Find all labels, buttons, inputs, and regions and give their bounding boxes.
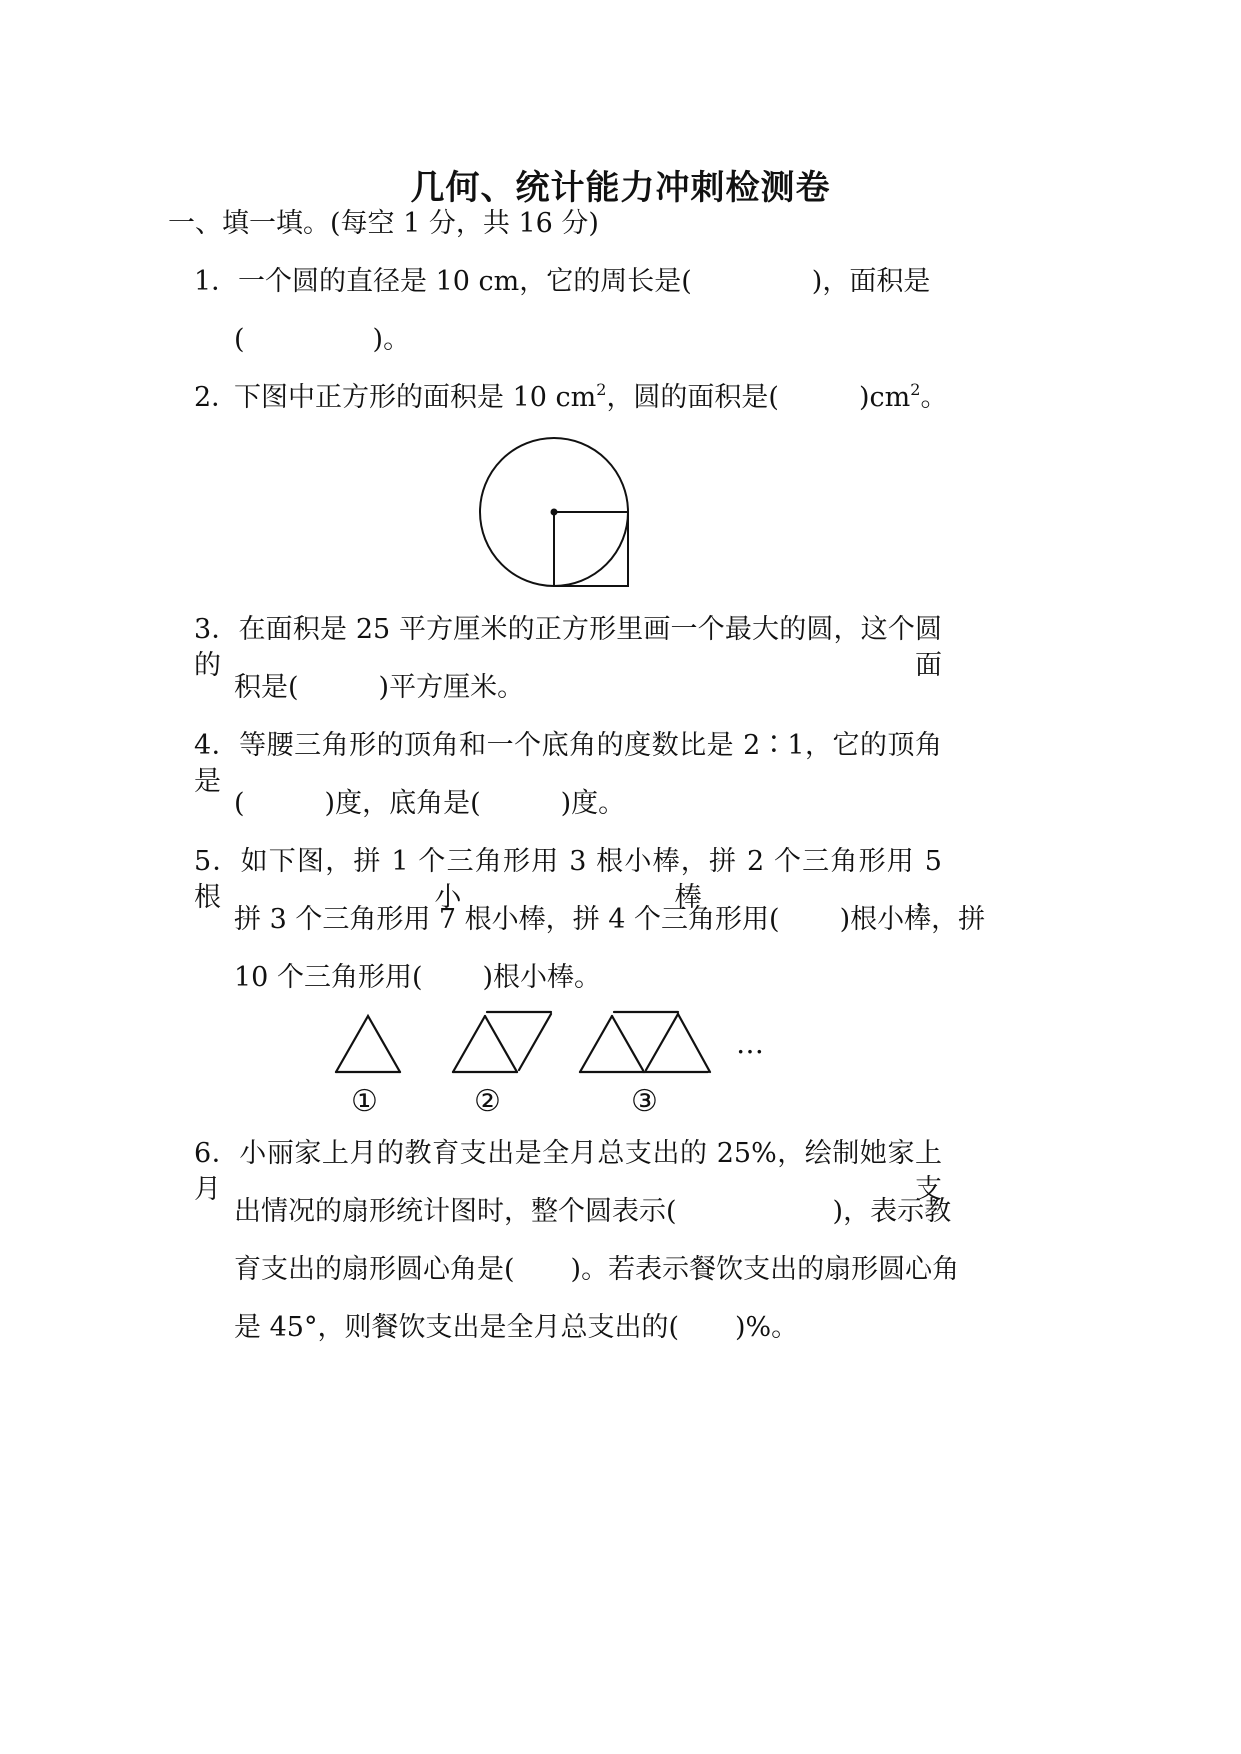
question-5-text-2: 拼 3 个三角形用 7 根小棒，拼 4 个三角形用( (234, 904, 780, 935)
question-1-paren-close: )。 (372, 324, 411, 355)
question-6-text: 小丽家上月的教育支出是全月总支出的 25%，绘制她家上月支 (194, 1138, 942, 1205)
question-2-number: 2． (194, 382, 239, 413)
question-5-text: 如下图，拼 1 个三角形用 3 根小棒，拼 2 个三角形用 5 根小棒， (194, 846, 942, 913)
question-2-unit-sup: 2 (910, 380, 921, 399)
figure-label-3: ③ (631, 1084, 658, 1119)
question-3-line-2 (234, 670, 524, 706)
question-6-text-4: 育支出的扇形圆心角是( (234, 1254, 515, 1285)
question-2-end: 。 (920, 382, 948, 413)
question-6-text-7: )%。 (734, 1312, 799, 1343)
question-6-line-2 (234, 1194, 951, 1230)
question-1-line-1 (194, 264, 946, 300)
question-2-sup: 2 (596, 380, 607, 399)
question-3-text: 在面积是 25 平方厘米的正方形里画一个最大的圆，这个圆的面 (194, 614, 942, 681)
question-1-number: 1． (194, 266, 239, 297)
question-2-line-1 (194, 380, 947, 416)
figure-label-2: ② (474, 1084, 501, 1119)
page-title: 几何、统计能力冲刺检测卷 (410, 168, 831, 208)
question-2-unit: )cm (858, 382, 911, 413)
question-6-text-6: 是 45°，则餐饮支出是全月总支出的( (234, 1312, 679, 1343)
question-6-line-3 (234, 1252, 959, 1288)
question-6-line-4 (234, 1310, 798, 1346)
question-1-line-2 (234, 322, 410, 358)
question-4-text-2: )度，底角是( (324, 788, 481, 819)
pattern-ellipsis: … (736, 1027, 764, 1060)
question-5-text-3: )根小棒，拼 (839, 904, 986, 935)
question-1-paren-open: ( (234, 324, 245, 355)
question-1-text-2: )，面积是 (811, 266, 931, 297)
figure-label-1: ① (351, 1084, 378, 1119)
question-4-line-2 (234, 786, 625, 822)
question-6-number: 6． (194, 1138, 240, 1169)
question-4-paren-open: ( (234, 788, 245, 819)
question-1-text: 一个圆的直径是 10 cm，它的周长是( (238, 266, 692, 297)
question-5-number: 5． (194, 846, 241, 877)
question-3-text-3: )平方厘米。 (378, 672, 525, 703)
question-2-text: 下图中正方形的面积是 10 cm (234, 382, 597, 413)
question-4-text-3: )度。 (560, 788, 626, 819)
question-4-text: 等腰三角形的顶角和一个底角的度数比是 2∶1，它的顶角是 (194, 730, 942, 797)
question-6-text-5: )。若表示餐饮支出的扇形圆心角 (570, 1254, 960, 1285)
question-5-text-5: )根小棒。 (482, 962, 602, 993)
question-2-text-2: ，圆的面积是( (606, 382, 779, 413)
question-6-text-3: )，表示教 (832, 1196, 952, 1227)
question-3-number: 3． (194, 614, 239, 645)
section-heading: 一、填一填。(每空 1 分，共 16 分) (168, 208, 599, 239)
question-5-line-2 (234, 902, 985, 938)
question-6-text-2: 出情况的扇形统计图时，整个圆表示( (234, 1196, 677, 1227)
question-3-text-2: 积是( (234, 672, 299, 703)
question-4-number: 4． (194, 730, 240, 761)
question-5-text-4: 10 个三角形用( (234, 962, 423, 993)
question-5-line-3 (234, 960, 601, 996)
